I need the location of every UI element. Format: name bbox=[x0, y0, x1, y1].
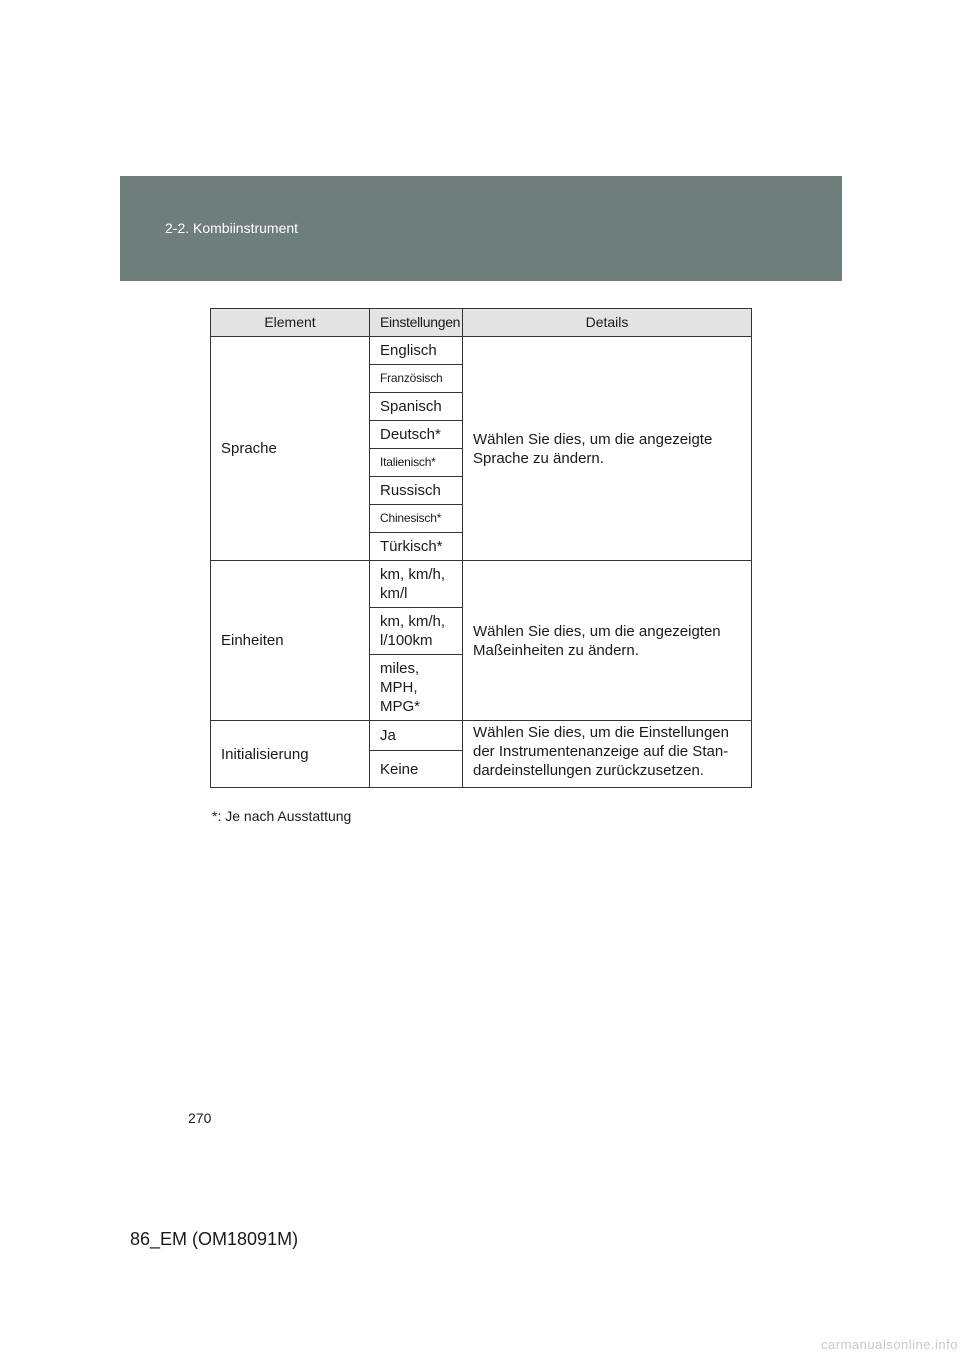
details-cell: Wählen Sie dies, um die angezeigten Maßeinheiten zu ändern. bbox=[463, 561, 752, 721]
option-cell: km, km/h, l/100km bbox=[370, 608, 463, 655]
column-header-settings: Einstellungen bbox=[370, 309, 463, 337]
option-cell: Chinesisch* bbox=[370, 505, 463, 533]
option-cell: Deutsch* bbox=[370, 421, 463, 449]
table-row bbox=[211, 337, 752, 365]
element-cell-sprache: Sprache bbox=[211, 337, 370, 561]
section-title: 2-2. Kombiinstrument bbox=[165, 220, 299, 236]
document-code: 86_EM (OM18091M) bbox=[130, 1229, 299, 1249]
details-cell: Wählen Sie dies, um die angezeigte Sprache zu ändern. bbox=[463, 337, 752, 561]
option-cell: Türkisch* bbox=[370, 533, 463, 561]
column-header-element: Element bbox=[211, 309, 370, 337]
table-row bbox=[211, 721, 752, 751]
option-cell: Keine bbox=[370, 751, 463, 788]
element-cell-initialisierung: Initialisierung bbox=[211, 721, 370, 788]
table-header-row bbox=[211, 309, 752, 337]
settings-table bbox=[210, 308, 752, 788]
option-cell: Französisch bbox=[370, 365, 463, 393]
column-header-details: Details bbox=[463, 309, 752, 337]
element-cell-einheiten: Einheiten bbox=[211, 561, 370, 721]
option-cell: Italienisch* bbox=[370, 449, 463, 477]
option-cell: Spanisch bbox=[370, 393, 463, 421]
option-cell: miles, MPH, MPG* bbox=[370, 655, 463, 721]
option-cell: km, km/h, km/l bbox=[370, 561, 463, 608]
watermark: carmanualsonline.info bbox=[821, 1337, 958, 1352]
option-cell: Englisch bbox=[370, 337, 463, 365]
option-cell: Ja bbox=[370, 721, 463, 751]
section-header-bar bbox=[120, 176, 842, 281]
footnote: *: Je nach Ausstattung bbox=[212, 808, 352, 824]
details-cell: Wählen Sie dies, um die Einstellungen der Instrumentenanzeige auf die Stan-dardeinstellungen zurückzusetzen. bbox=[463, 721, 752, 788]
option-cell: Russisch bbox=[370, 477, 463, 505]
page-number: 270 bbox=[188, 1110, 212, 1126]
table-row bbox=[211, 561, 752, 608]
